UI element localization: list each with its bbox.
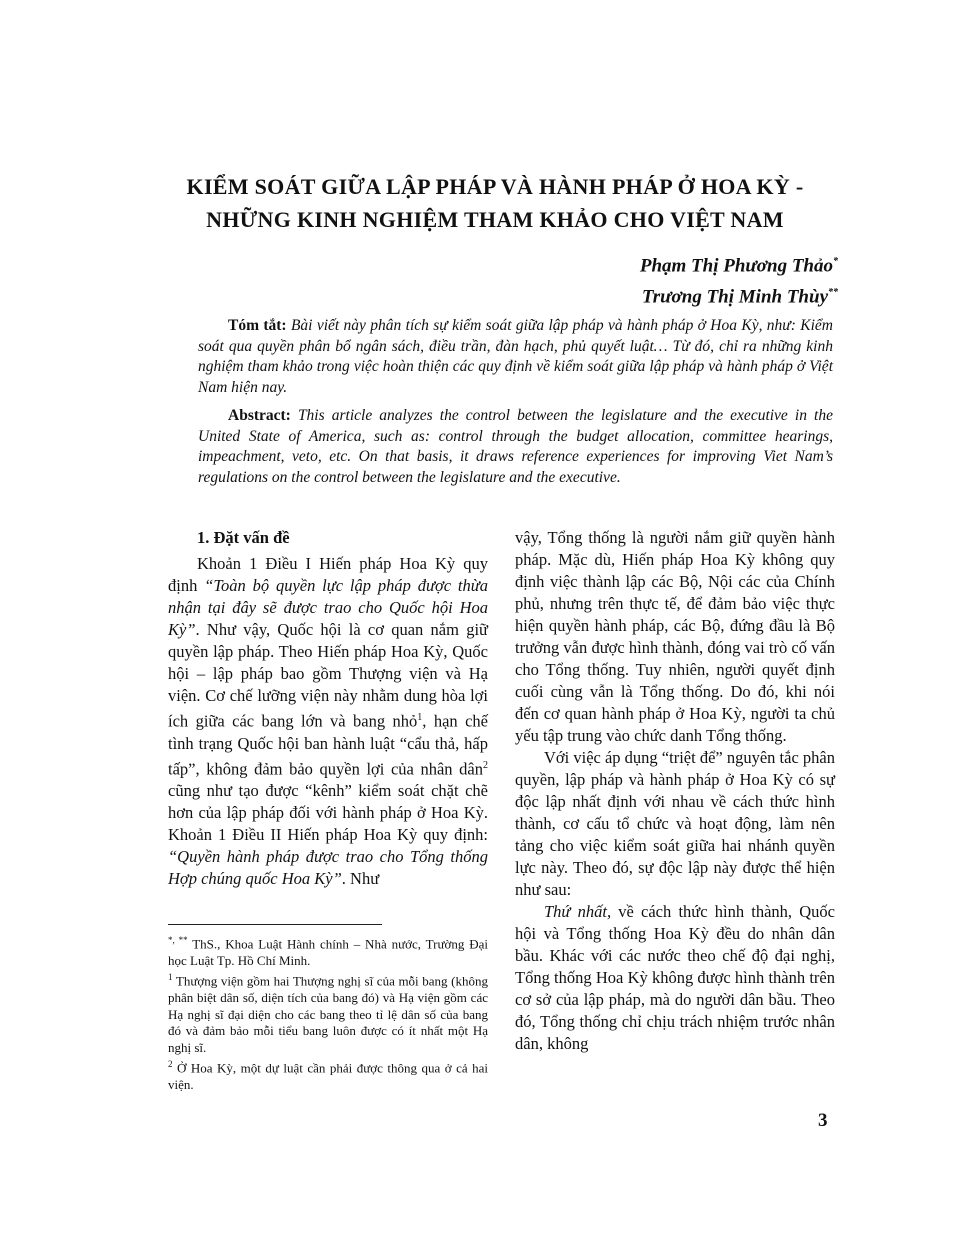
left-p1-d: cũng như tạo được “kênh” kiểm soát chặt chẽ hơn của lập pháp đối với hành pháp ở Hoa Kỳ. Khoản 1 Điều II Hiến pháp Hoa Kỳ quy định: (168, 781, 488, 844)
footnote-0-text: ThS., Khoa Luật Hành chính – Nhà nước, Trường Đại học Luật Tp. Hồ Chí Minh. (168, 936, 488, 968)
left-paragraph-1 (168, 553, 488, 890)
footnote-ref-1[interactable]: 1 (417, 712, 423, 723)
author-2 (640, 279, 838, 310)
footnote-1-mark: 1 (168, 972, 173, 983)
footnote-divider (168, 924, 382, 925)
left-p1-quote-2: “Quyền hành pháp được trao cho Tổng thống Hợp chúng quốc Hoa Kỳ” (168, 847, 488, 888)
left-column (168, 527, 488, 890)
footnote-2-text: Ở Hoa Kỳ, một dự luật cần phải được thông qua ở cả hai viện. (168, 1060, 488, 1092)
left-p1-c: , hạn chế tình trạng Quốc hội ban hành luật “cẩu thả, hấp tấp”, không đảm bảo quyền lợi của nhân dân (168, 711, 488, 778)
page-number: 3 (818, 1110, 828, 1131)
abstract-en-text: This article analyzes the control between the legislature and the executive in the United State of America, such as: control through the budget allocation, committee hearings, impeachment, veto, etc. On that basis, it draws reference experiences for improving Viet Nam’s regulations on the control between the legislature and the executive. (198, 407, 833, 486)
author-1 (640, 248, 838, 279)
right-column (515, 527, 835, 1055)
abstract-vi-label: Tóm tắt: (228, 317, 287, 334)
abstract-english (198, 406, 833, 488)
title-line-1: KIỂM SOÁT GIỮA LẬP PHÁP VÀ HÀNH PHÁP Ở HOA KỲ - (186, 174, 804, 199)
author-2-mark: ** (828, 287, 838, 299)
left-p1-e: . Như (341, 869, 380, 888)
abstract-vi-text: Bài viết này phân tích sự kiểm soát giữa lập pháp và hành pháp ở Hoa Kỳ, như: Kiểm soát qua quyền phân bổ ngân sách, điều trần, đàn hạch, phủ quyết luật… Từ đó, chỉ ra những kinh nghiệm tham khảo trong việc hoàn thiện các quy định về kiểm soát giữa lập pháp và hành pháp ở Việt Nam hiện nay. (198, 317, 833, 396)
footnote-1 (168, 969, 488, 1056)
footnote-0-mark: *, ** (168, 935, 188, 945)
abstract-vietnamese (198, 316, 833, 398)
abstract-en-label: Abstract: (228, 407, 291, 424)
right-paragraph-2: Với việc áp dụng “triệt để” nguyên tắc phân quyền, lập pháp và hành pháp ở Hoa Kỳ có sự độc lập nhất định với nhau về cách thức hình thành, cơ cấu tổ chức và hoạt động, làm nên tảng cho việc kiểm soát giữa hai nhánh quyền lực này. Theo đó, sự độc lập này được thể hiện như sau: (515, 748, 835, 899)
left-p1-b: . Như vậy, Quốc hội là cơ quan nắm giữ quyền lập pháp. Theo Hiến pháp Hoa Kỳ, Quốc hội – lập pháp bao gồm Thượng viện và Hạ viện. Cơ chế lưỡng viện này nhằm dung hòa lợi ích giữa các bang lớn và bang nhỏ (168, 620, 488, 731)
left-p1-a: Khoản 1 Điều I Hiến pháp Hoa Kỳ quy định (168, 554, 488, 595)
section-heading: 1. Đặt vấn đề (197, 528, 290, 547)
title-line-2: NHỮNG KINH NGHIỆM THAM KHẢO CHO VIỆT NAM (206, 207, 784, 232)
footnote-0 (168, 932, 488, 969)
right-p3-lead: Thứ nhất, (544, 902, 612, 921)
right-p3-text: về cách thức hình thành, Quốc hội và Tổng thống Hoa Kỳ đều do nhân dân bầu. Khác với các nước theo chế độ đại nghị, Tổng thống Hoa Kỳ không được hình thành trên cơ sở của lập pháp, mà do người dân bầu. Theo đó, Tổng thống chỉ chịu trách nhiệm trước nhân dân, không (515, 902, 835, 1053)
author-1-name: Phạm Thị Phương Thảo (639, 255, 833, 277)
footnote-2 (168, 1056, 488, 1093)
footnotes (168, 932, 488, 1093)
footnote-ref-2[interactable]: 2 (483, 759, 488, 771)
footnote-1-text: Thượng viện gồm hai Thượng nghị sĩ của mỗi bang (không phân biệt dân số, diện tích của bang đó) và Hạ viện gồm các Hạ nghị sĩ đại diện cho các bang theo tỉ lệ dân số của bang đó và đảm bảo mỗi tiểu bang luôn được có ít nhất một Hạ nghị sĩ. (168, 973, 488, 1055)
left-p1-quote-1: “Toàn bộ quyền lực lập pháp được thừa nhận tại đây sẽ được trao cho Quốc hội Hoa Kỳ” (168, 576, 488, 639)
footnote-2-mark: 2 (168, 1059, 173, 1070)
article-title (120, 170, 870, 236)
right-paragraph-1: vậy, Tổng thống là người nắm giữ quyền hành pháp. Mặc dù, Hiến pháp Hoa Kỳ không quy định việc thành lập các Bộ, Nội các của Chính phủ, nhưng trên thực tế, để đảm bảo việc thực hiện quyền hành pháp, các Bộ, đứng đầu là Bộ trưởng vẫn được hình thành, đóng vai trò cố vấn cho Tổng thống. Tuy nhiên, người quyết định cuối cùng vẫn là Tổng thống. Do đó, khi nói đến cơ quan hành pháp ở Hoa Kỳ, người ta chủ yếu tập trung vào chức danh Tổng thống. (515, 528, 835, 745)
authors-block (640, 248, 838, 311)
right-paragraph-3 (515, 901, 835, 1055)
author-1-mark: * (833, 256, 838, 267)
author-2-name: Trương Thị Minh Thùy (641, 286, 828, 308)
